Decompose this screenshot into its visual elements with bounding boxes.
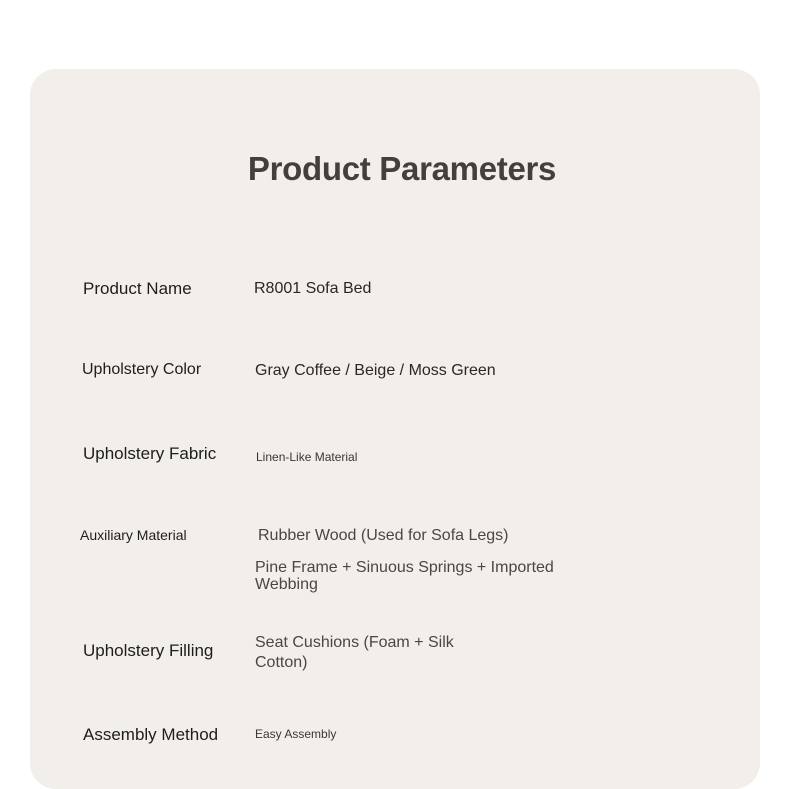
value-auxiliary-material-1: Rubber Wood (Used for Sofa Legs) (258, 527, 509, 544)
label-assembly-method: Assembly Method (83, 725, 219, 744)
value-upholstery-fabric: Linen-Like Material (256, 450, 358, 464)
label-upholstery-color: Upholstery Color (82, 361, 202, 378)
value-upholstery-color: Gray Coffee / Beige / Moss Green (255, 362, 496, 379)
label-upholstery-fabric: Upholstery Fabric (83, 444, 217, 463)
page-title: Product Parameters (247, 150, 557, 187)
value-auxiliary-material-2: Pine Frame + Sinuous Springs + Imported Webbing (255, 559, 554, 593)
label-upholstery-filling: Upholstery Filling (83, 641, 214, 660)
label-product-name: Product Name (83, 279, 192, 298)
label-auxiliary-material: Auxiliary Material (80, 527, 187, 543)
value-upholstery-filling: Seat Cushions (Foam + Silk Cotton) (255, 634, 454, 671)
value-assembly-method: Easy Assembly (255, 727, 337, 741)
value-product-name: R8001 Sofa Bed (254, 280, 372, 297)
